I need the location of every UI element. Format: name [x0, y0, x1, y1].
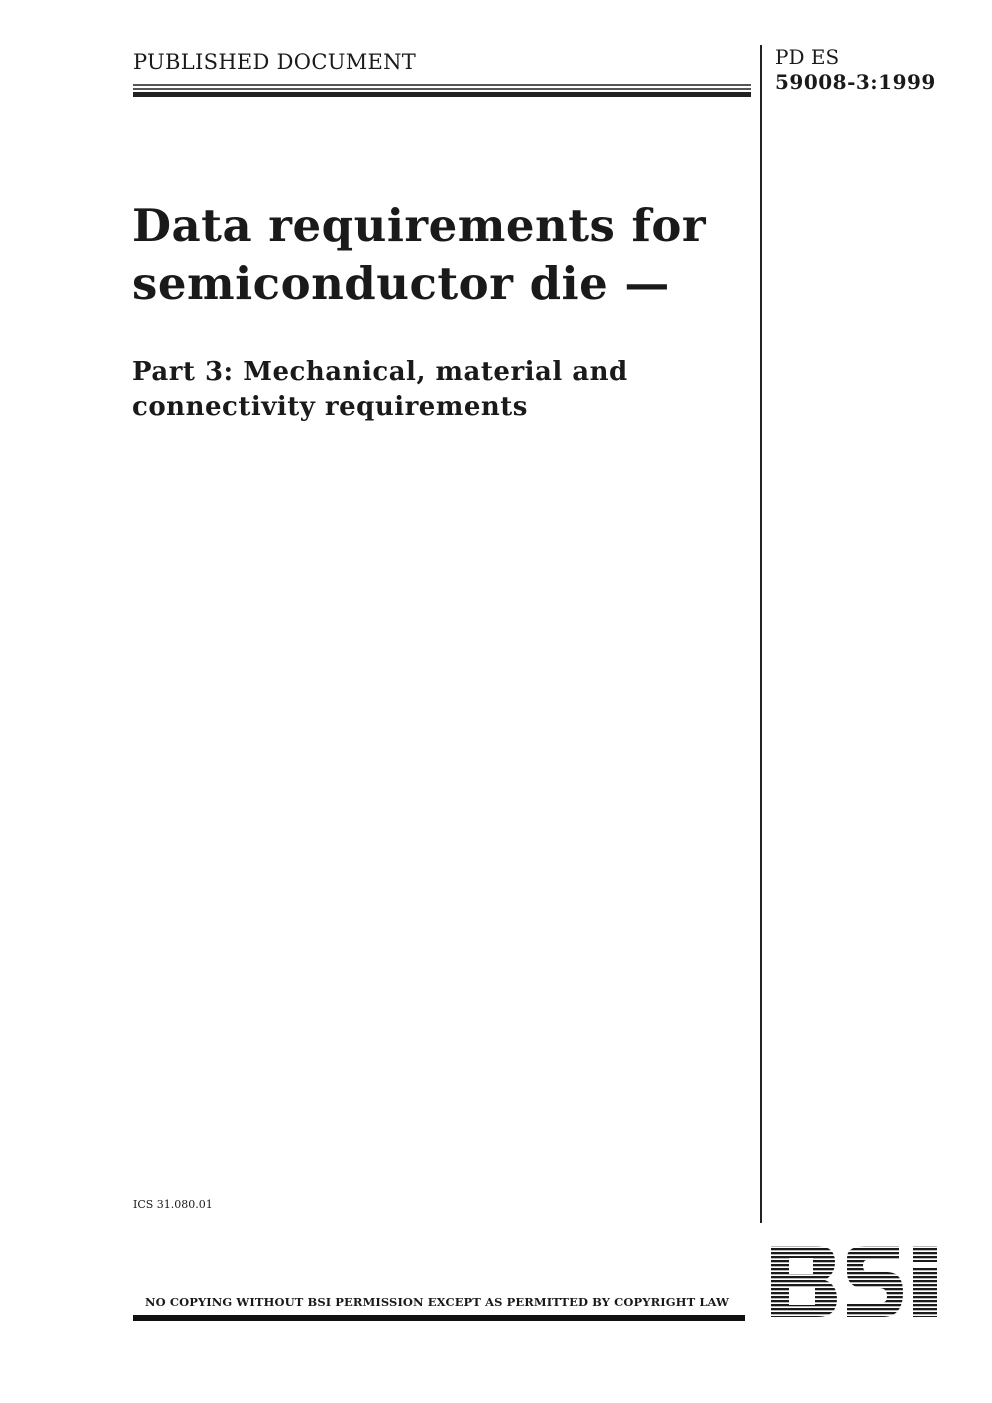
header-rule-1 [133, 84, 751, 86]
document-subtitle [132, 355, 752, 425]
document-subtitle-line-1: Part 3: Mechanical, material and [132, 357, 628, 387]
copyright-notice: NO COPYING WITHOUT BSI PERMISSION EXCEPT AS PERMITTED BY COPYRIGHT LAW [145, 1295, 730, 1309]
document-title [132, 197, 752, 313]
bsi-logo [769, 1244, 945, 1319]
document-number-prefix: PD ES [775, 45, 840, 69]
header-rule-2 [133, 88, 751, 90]
header-rule-3 [133, 92, 751, 97]
bsi-logo-graphic [769, 1244, 945, 1319]
document-title-line-1: Data requirements for [132, 199, 707, 252]
header-rules [133, 84, 751, 98]
document-type-label: PUBLISHED DOCUMENT [133, 50, 417, 74]
vertical-divider [760, 45, 762, 1223]
footer-rule [133, 1315, 745, 1321]
document-title-line-2: semiconductor die — [132, 257, 670, 310]
document-number-code: 59008-3:1999 [775, 70, 936, 94]
document-subtitle-line-2: connectivity requirements [132, 392, 528, 422]
ics-code: ICS 31.080.01 [133, 1198, 213, 1211]
document-number [775, 45, 936, 95]
